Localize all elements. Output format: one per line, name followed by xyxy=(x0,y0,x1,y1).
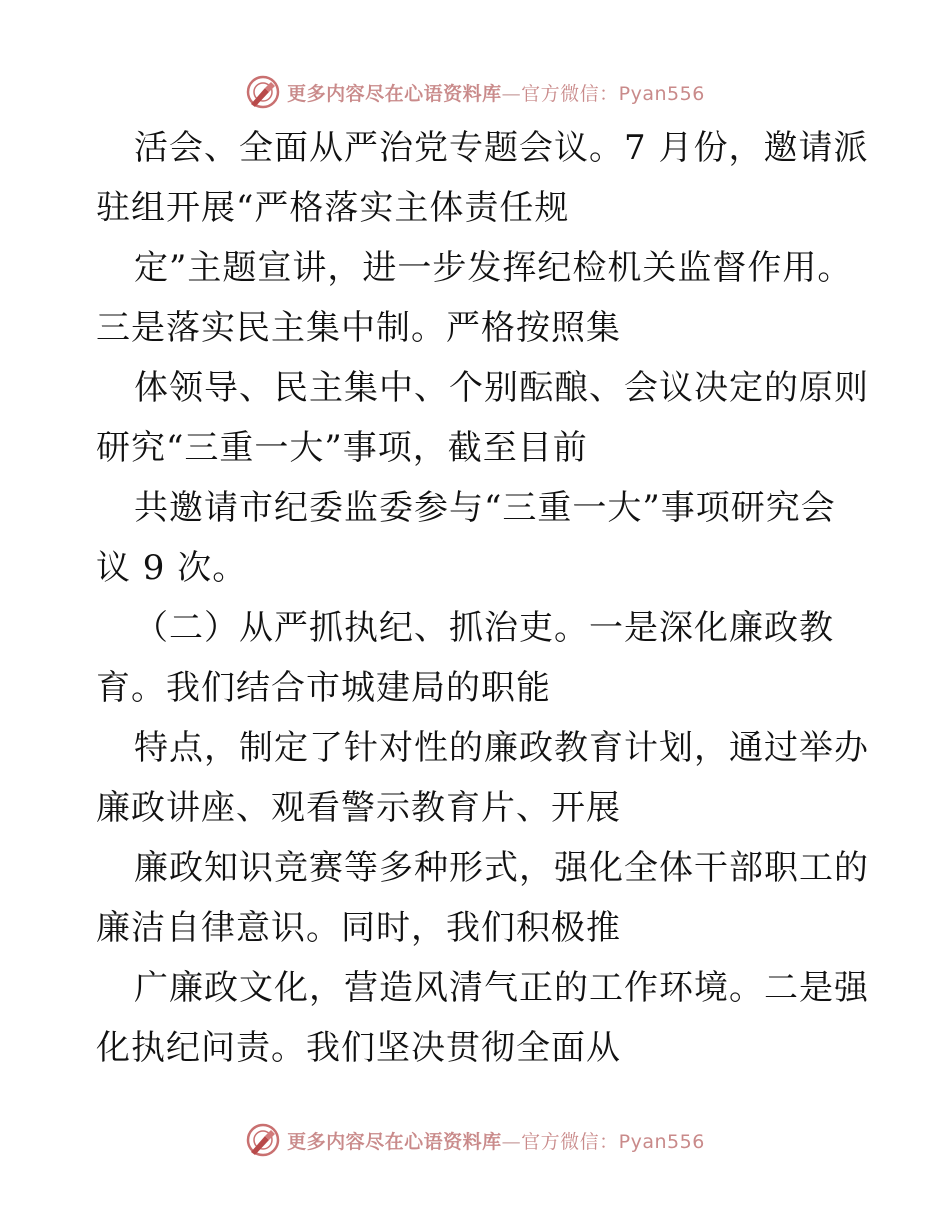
text-line: 广廉政文化，营造风清气正的工作环境。二是强 xyxy=(134,968,869,1008)
text-line: 活会、全面从严治党专题会议。7 月份，邀请派 xyxy=(134,128,869,168)
text-line: 化执纪问责。我们坚决贯彻全面从 xyxy=(96,1028,621,1068)
document-body xyxy=(96,118,869,1078)
watermark-title: 更多内容尽在心语资料库 xyxy=(287,82,502,105)
watermark-dash: — xyxy=(501,82,522,105)
text-line: 特点，制定了针对性的廉政教育计划，通过举办 xyxy=(134,728,869,768)
text-line: 定”主题宣讲，进一步发挥纪检机关监督作用。 xyxy=(134,248,853,288)
text-line: （二）从严抓执纪、抓治吏。一是深化廉政教 xyxy=(134,608,834,648)
text-line: 育。我们结合市城建局的职能 xyxy=(96,668,551,708)
pen-logo-icon xyxy=(245,74,281,110)
text-line: 廉政知识竞赛等多种形式，强化全体干部职工的 xyxy=(134,848,869,888)
watermark-title: 更多内容尽在心语资料库 xyxy=(287,1130,502,1153)
watermark-account: 官方微信：Pyan556 xyxy=(521,82,705,105)
text-line: 共邀请市纪委监委参与“三重一大”事项研究会 xyxy=(134,488,836,528)
text-line: 体领导、民主集中、个别酝酿、会议决定的原则 xyxy=(134,368,869,408)
watermark-account: 官方微信：Pyan556 xyxy=(521,1130,705,1153)
text-line: 驻组开展“严格落实主体责任规 xyxy=(96,188,570,228)
text-line: 三是落实民主集中制。严格按照集 xyxy=(96,308,621,348)
text-line: 议 9 次。 xyxy=(96,548,248,588)
header-watermark xyxy=(0,70,950,114)
pen-logo-icon xyxy=(245,1122,281,1158)
watermark-dash: — xyxy=(501,1130,522,1153)
text-line: 廉政讲座、观看警示教育片、开展 xyxy=(96,788,621,828)
text-line: 研究“三重一大”事项，截至目前 xyxy=(96,428,588,468)
text-line: 廉洁自律意识。同时，我们积极推 xyxy=(96,908,621,948)
footer-watermark xyxy=(0,1118,950,1162)
